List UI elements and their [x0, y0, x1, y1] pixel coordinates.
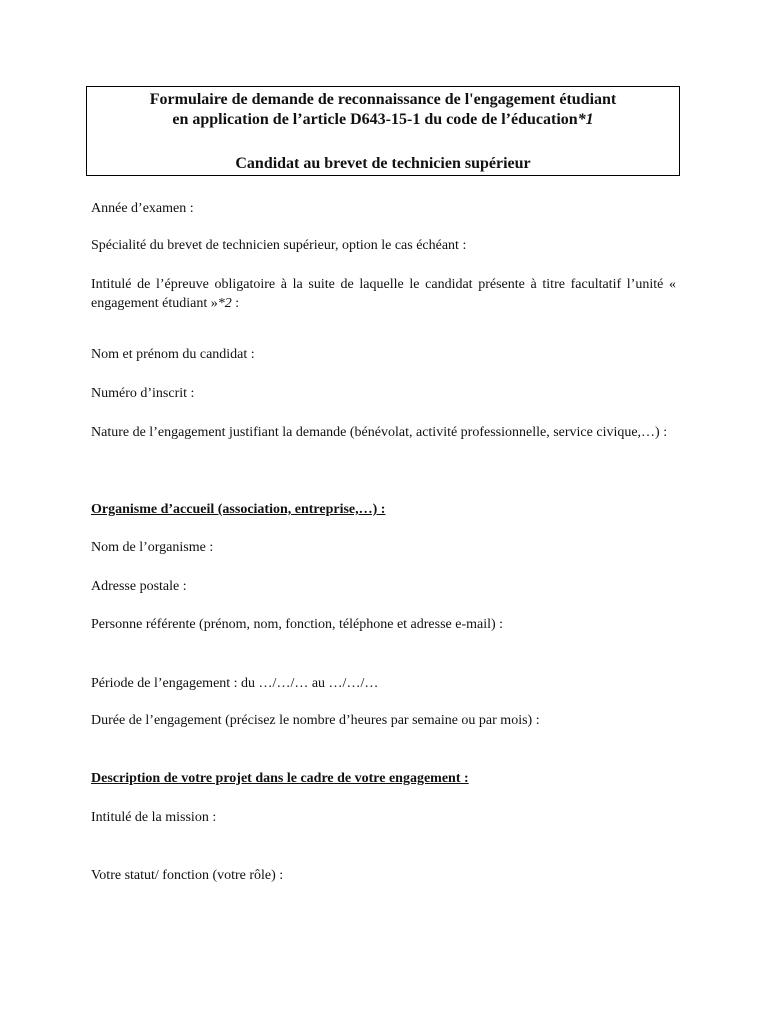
field-duree-engagement: Durée de l’engagement (précisez le nombre d’heures par semaine ou par mois) :	[91, 713, 540, 728]
footnote-ref-2: *2	[217, 296, 232, 311]
field-specialite: Spécialité du brevet de technicien supérieur, option le cas échéant :	[91, 238, 467, 253]
form-title-line1: Formulaire de demande de reconnaissance de l'engagement étudiant	[149, 91, 617, 108]
title-box	[86, 86, 680, 176]
field-personne-referente: Personne référente (prénom, nom, fonction, téléphone et adresse e-mail) :	[91, 617, 504, 632]
section-heading-organisme: Organisme d’accueil (association, entreprise,…) :	[91, 502, 386, 517]
field-adresse-postale: Adresse postale :	[91, 579, 187, 594]
section-heading-projet: Description de votre projet dans le cadre de votre engagement :	[91, 771, 469, 786]
field-statut-fonction: Votre statut/ fonction (votre rôle) :	[91, 868, 284, 883]
field-nom-organisme: Nom de l’organisme :	[91, 540, 214, 555]
field-intitule-mission: Intitulé de la mission :	[91, 810, 217, 825]
form-subtitle: Candidat au brevet de technicien supérieur	[235, 155, 531, 172]
field-nom-prenom: Nom et prénom du candidat :	[91, 347, 255, 362]
field-numero-inscrit: Numéro d’inscrit :	[91, 386, 195, 401]
form-title-line2-text: en application de l’article D643-15-1 du code de l’éducation	[172, 111, 578, 128]
field-intitule-epreuve	[91, 275, 676, 313]
field-annee-examen: Année d’examen :	[91, 201, 194, 216]
field-nature-engagement: Nature de l’engagement justifiant la demande (bénévolat, activité professionnelle, service civique,…) :	[91, 425, 668, 440]
field-periode-engagement: Période de l’engagement : du …/…/… au …/…/…	[91, 676, 379, 691]
footnote-ref-1: *1	[577, 111, 594, 128]
field-intitule-epreuve-text: Intitulé de l’épreuve obligatoire à la suite de laquelle le candidat présente à titre facultatif l’unité « engagement étudiant »	[91, 277, 676, 311]
field-intitule-epreuve-colon: :	[231, 296, 240, 311]
form-title-line2	[87, 110, 679, 130]
